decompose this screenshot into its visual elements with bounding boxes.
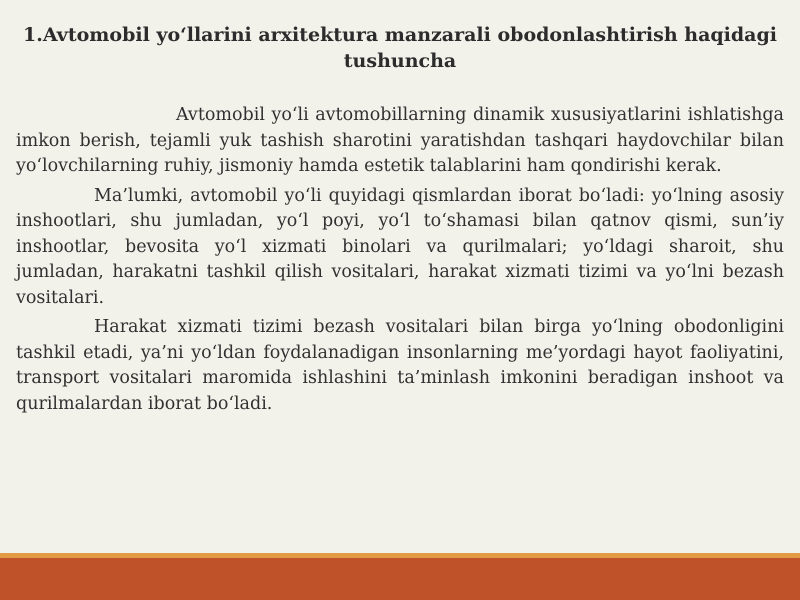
paragraph-3: Harakat xizmati tizimi bezash vositalari bilan birga yo‘lning obodonligini tashkil etadi, ya’ni yo‘ldan foydalanadigan insonlarning me’yordagi hayot faoliyatini, transport vositalari maromida ishlashini ta’minlash imkonini beradigan inshoot va qurilmalardan iborat bo‘ladi. <box>16 317 784 414</box>
slide-title: 1.Avtomobil yo‘llarini arxitektura manzarali obodonlashtirish haqidagi tushuncha <box>23 24 777 72</box>
paragraph-1: Avtomobil yo‘li avtomobillarning dinamik xususiyatlarini ishlatishga imkon berish, tejamli yuk tashish sharotini yaratishdan tashqari haydovchilar bilan yo‘lovchilarning ruhiy, jismoniy hamda estetik talablarini ham qondirishi kerak. <box>16 105 784 176</box>
paragraph-2: Ma’lumki, avtomobil yo‘li quyidagi qismlardan iborat bo‘ladi: yo‘lning asosiy inshootlari, shu jumladan, yo‘l poyi, yo‘l to‘shamasi bilan qatnov qismi, sun’iy inshootlar, bevosita yo‘l xizmati binolari va qurilmalari; yo‘ldagi sharoit, shu jumladan, harakatni tashkil qilish vositalari, harakat xizmati tizimi va yo‘lni bezash vositalari. <box>16 185 784 308</box>
slide-body <box>16 103 784 421</box>
footer-bar <box>0 558 800 600</box>
